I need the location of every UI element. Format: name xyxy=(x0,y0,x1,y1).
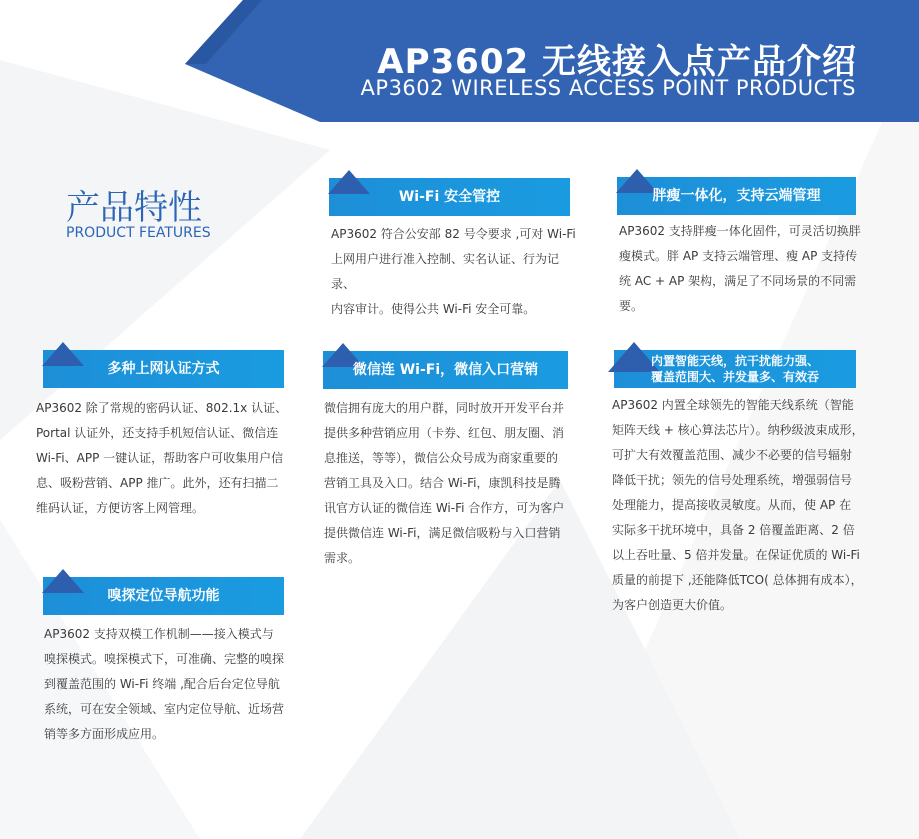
body-line: Wi-Fi、APP 一键认证，帮助客户可收集用户信 xyxy=(36,451,284,465)
section-body-antenna xyxy=(612,393,868,618)
page-subtitle: AP3602 WIRELESS ACCESS POINT PRODUCTS xyxy=(360,76,856,100)
body-line: 维码认证，方便访客上网管理。 xyxy=(36,501,205,515)
page-title: AP3602 无线接入点产品介绍 xyxy=(377,42,857,82)
body-line: AP3602 内置全球领先的智能天线系统（智能 xyxy=(612,398,854,412)
section-body-auth-methods xyxy=(36,396,288,521)
body-line: 以上吞吐量、5 倍并发量。在保证优质的 Wi-Fi xyxy=(612,548,860,562)
body-line: AP3602 符合公安部 82 号令要求 ,可对 Wi-Fi xyxy=(331,227,576,241)
body-line: 讯官方认证的微信连 Wi-Fi 合作方，可为客户 xyxy=(324,501,565,515)
features-heading-en: PRODUCT FEATURES xyxy=(66,225,211,241)
body-line: 上网用户进行准入控制、实名认证、行为记录、 xyxy=(331,252,560,291)
body-line: 微信拥有庞大的用户群，同时放开开发平台并 xyxy=(324,401,565,415)
section-title-line: 覆盖范围大、并发量多、有效吞 xyxy=(650,370,819,384)
section-title: Wi-Fi 安全管控 xyxy=(398,188,501,205)
section-header-wifi-security xyxy=(329,178,570,216)
body-line: 可扩大有效覆盖范围、减少不必要的信号辐射 xyxy=(612,448,853,462)
body-line: 实际多干扰环境中，具备 2 倍覆盖距离、2 倍 xyxy=(612,523,855,537)
body-line: 息、吸粉营销、APP 推广。此外，还有扫描二 xyxy=(36,476,279,490)
body-line: 需求。 xyxy=(324,551,361,565)
body-line: 嗅探模式。嗅探模式下，可准确、完整的嗅探 xyxy=(44,652,285,666)
body-line: 降低干扰；领先的信号处理系统，增强弱信号 xyxy=(612,473,853,487)
section-header-auth-methods xyxy=(43,350,284,388)
section-header-antenna xyxy=(614,350,856,388)
section-title: 胖瘦一体化，支持云端管理 xyxy=(652,187,821,204)
body-line: 提供微信连 Wi-Fi，满足微信吸粉与入口营销 xyxy=(324,526,561,540)
section-body-wifi-security xyxy=(331,222,576,322)
body-line: AP3602 支持双模工作机制——接入模式与 xyxy=(44,627,274,641)
section-header-wechat xyxy=(323,351,568,389)
body-line: 系统，可在安全领域、室内定位导航、近场营 xyxy=(44,702,285,716)
body-line: 处理能力，提高接收灵敏度。从而，使 AP 在 xyxy=(612,498,852,512)
section-body-fat-thin xyxy=(619,219,864,319)
features-heading: 产品特性 xyxy=(66,188,202,228)
section-title: 微信连 Wi-Fi，微信入口营销 xyxy=(352,361,539,378)
body-line: 质量的前提下 ,还能降低TCO( 总体拥有成本）， xyxy=(612,573,863,587)
body-line: 提供多种营销应用（卡券、红包、朋友圈、消 xyxy=(324,426,565,440)
body-line: 统 AC + AP 架构，满足了不同场景的不同需 xyxy=(619,274,857,288)
body-line: AP3602 除了常规的密码认证、802.1x 认证、 xyxy=(36,401,288,415)
body-line: 到覆盖范围的 Wi-Fi 终端 ,配合后台定位导航 xyxy=(44,677,280,691)
section-body-wechat xyxy=(324,396,574,571)
body-line: Portal 认证外，还支持手机短信认证、微信连 xyxy=(36,426,279,440)
body-line: 瘦模式。胖 AP 支持云端管理、瘦 AP 支持传 xyxy=(619,249,858,263)
body-line: 销等多方面形成应用。 xyxy=(44,727,165,741)
section-header-fat-thin xyxy=(617,177,856,215)
body-line: 内容审计。使得公共 Wi-Fi 安全可靠。 xyxy=(331,302,536,316)
section-title xyxy=(614,350,856,388)
section-title-line: 内置智能天线，抗干扰能力强、 xyxy=(650,354,819,368)
section-body-sniffer xyxy=(44,622,296,747)
body-line: 息推送，等等），微信公众号成为商家重要的 xyxy=(324,451,559,465)
body-line: AP3602 支持胖瘦一体化固件，可灵活切换胖 xyxy=(619,224,861,238)
section-title: 多种上网认证方式 xyxy=(107,360,220,377)
section-title: 嗅探定位导航功能 xyxy=(107,587,220,604)
body-line: 要。 xyxy=(619,299,644,313)
body-line: 为客户创造更大价值。 xyxy=(612,598,733,612)
section-header-sniffer xyxy=(43,577,284,615)
body-line: 矩阵天线 + 核心算法芯片）。纳秒级波束成形， xyxy=(612,423,864,437)
body-line: 营销工具及入口。结合 Wi-Fi，康凯科技是腾 xyxy=(324,476,561,490)
